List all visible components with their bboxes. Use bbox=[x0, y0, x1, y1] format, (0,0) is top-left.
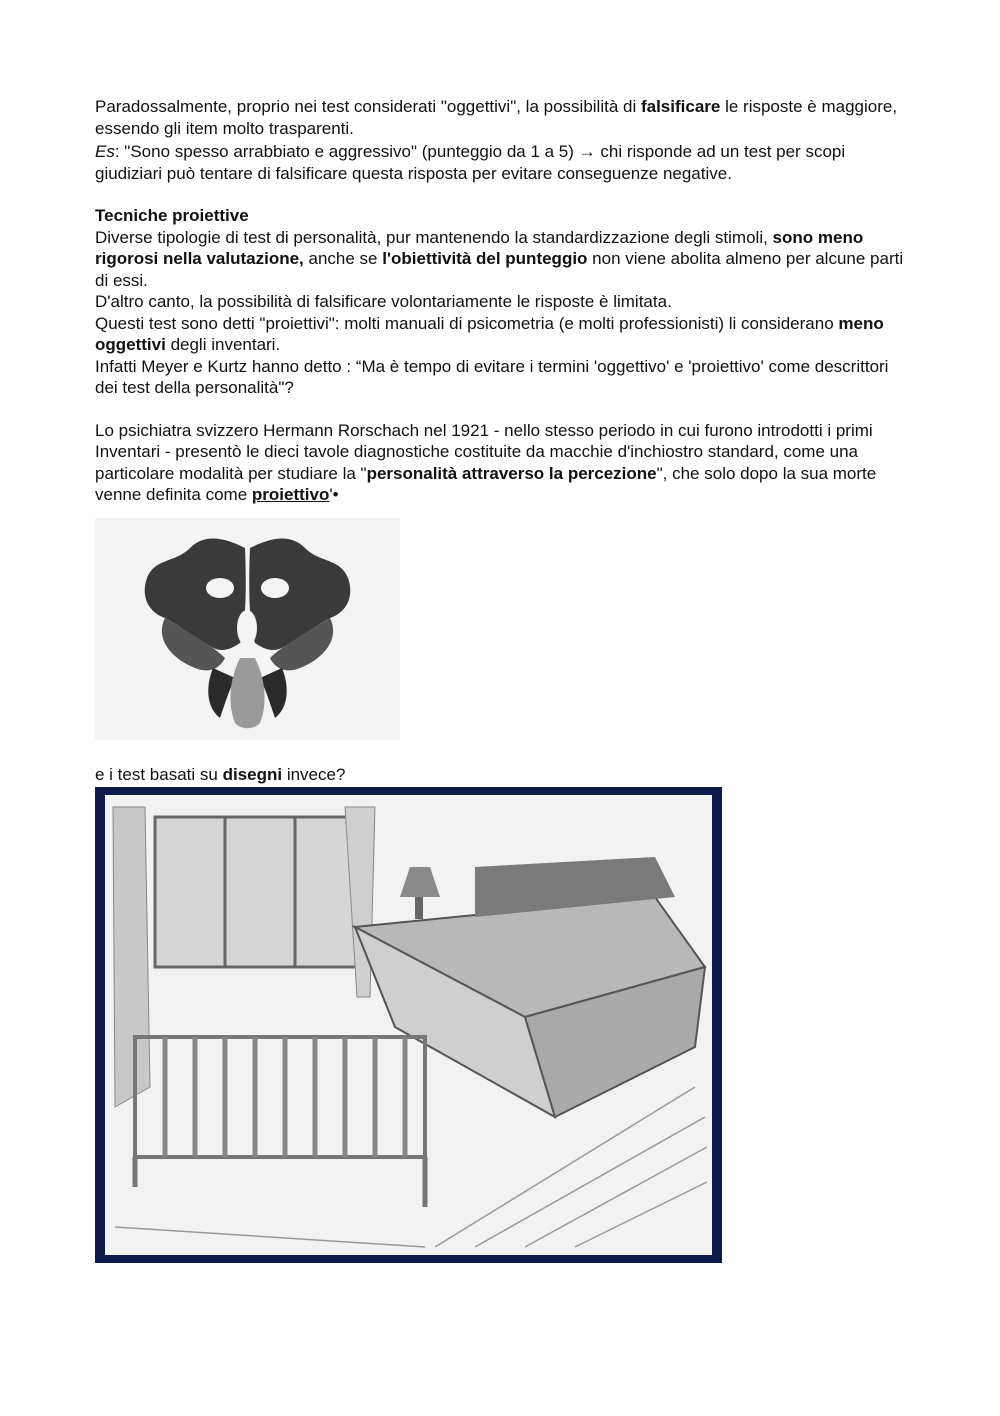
drawings-question: e i test basati su disegni invece? bbox=[95, 764, 346, 784]
bedroom-drawing-image bbox=[95, 787, 722, 1263]
rorschach-paragraph-1: Lo psichiatra svizzero Hermann Rorschach nel 1921 - nello stesso periodo in cui furono introdotti i primi bbox=[95, 420, 873, 440]
inkblot-graphic bbox=[95, 518, 400, 740]
rorschach-paragraph-2: Inventari - presentò le dieci tavole diagnostiche costituite da macchie d'inchiostro standard, come una particolare modalità per studiare la "personalità attraverso la percezione", che solo dopo la sua morte venne definita come proiettivo'• bbox=[95, 442, 877, 504]
section-paragraph-4: Infatti Meyer e Kurtz hanno detto : “Ma è tempo di evitare i termini 'oggettivo' e 'proiettivo' come descrittori dei test della personalità"? bbox=[95, 356, 889, 397]
es-label: Es bbox=[95, 142, 115, 161]
section-paragraph-2: D'altro canto, la possibilità di falsificare volontariamente le risposte è limitata. bbox=[95, 292, 672, 311]
bedroom-sketch-graphic bbox=[95, 787, 722, 1263]
section-paragraph-1: Diverse tipologie di test di personalità, pur mantenendo la standardizzazione degli stimoli, sono meno rigorosi nella valutazione, anche se l'obiettività del punteggio non viene abolita almeno per alcune parti di essi. bbox=[95, 227, 904, 290]
example-paragraph: Es: "Sono spesso arrabbiato e aggressivo" (punteggio da 1 a 5) → chi risponde ad un test per scopi giudiziari può tentare di falsificare questa risposta per evitare conseguenze negative. bbox=[95, 142, 846, 183]
rorschach-inkblot-image bbox=[95, 518, 400, 740]
section-heading: Tecniche proiettive bbox=[95, 206, 249, 225]
section-paragraph-3: Questi test sono detti "proiettivi": molti manuali di psicometria (e molti professionisti) li considerano meno oggettivi degli inventari. bbox=[95, 313, 884, 354]
proiettivo-underlined: proiettivo bbox=[251, 485, 330, 504]
intro-paragraph: Paradossalmente, proprio nei test considerati "oggettivi", la possibilità di falsificare le risposte è maggiore, essendo gli item molto trasparenti. bbox=[95, 97, 898, 138]
falsificare-bold: falsificare bbox=[640, 97, 721, 116]
document-page bbox=[95, 96, 910, 1263]
